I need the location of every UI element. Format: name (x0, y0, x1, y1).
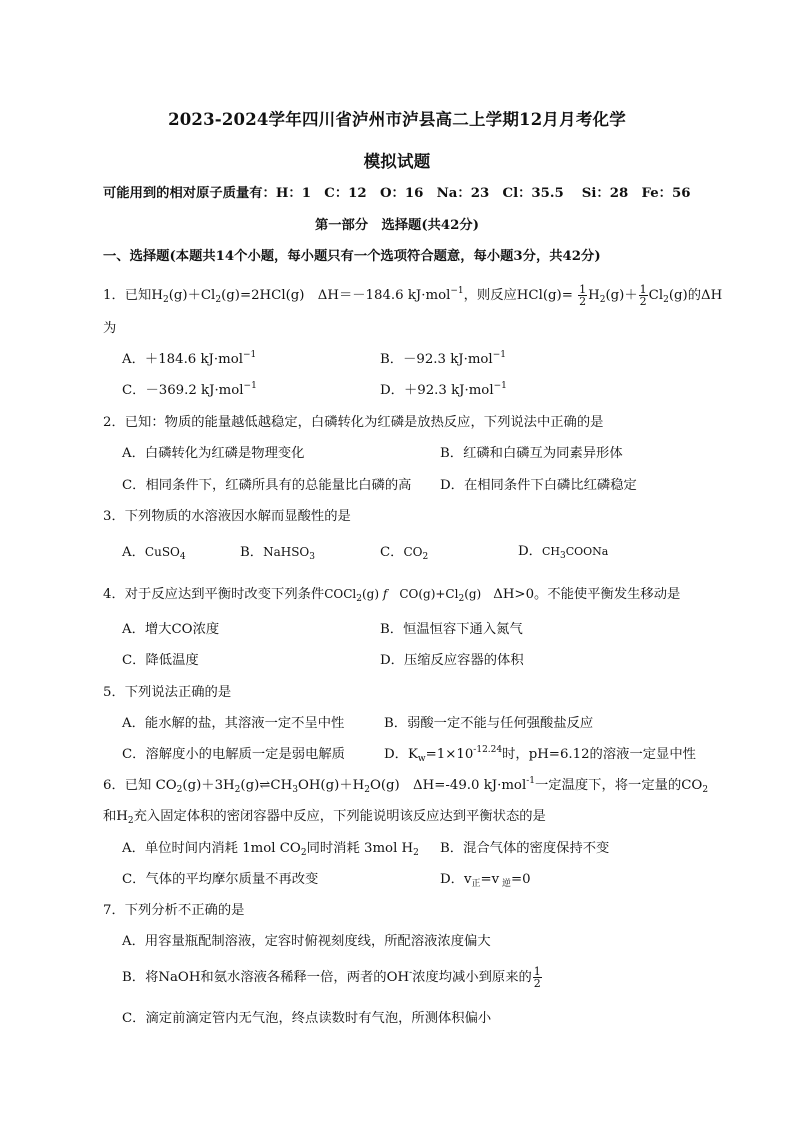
q7-option-b: B．将NaOH和氨水溶液各稀释一倍，两者的OH-浓度均减小到原来的 $\frac{1}{2}$ (122, 965, 541, 990)
q2-option-a: A．白磷转化为红磷是物理变化 (122, 446, 305, 461)
question-5-stem: 5．下列说法正确的是 (103, 685, 232, 700)
exam-title-line1: 2023-2024学年四川省泸州市泸县高二上学期12月月考化学 (168, 110, 626, 129)
q3-option-a: A．CuSO$_4$ (122, 545, 186, 562)
part1-heading: 第一部分 选择题(共42分) (314, 218, 480, 233)
q3-option-b: B．NaHSO$_3$ (240, 545, 315, 562)
fraction-half: $\frac{1}{2}$ (639, 283, 647, 308)
question-6-stem-cont: 和$H_2$充入固定体积的密闭容器中反应，下列能说明该反应达到平衡状态的是 (103, 809, 546, 826)
q1-option-b: B．－92.3 kJ·mol$^{-1}$ (380, 350, 506, 367)
q6-option-b: B．混合气体的密度保持不变 (440, 841, 610, 856)
q1-option-c: C．－369.2 kJ·mol$^{-1}$ (122, 381, 257, 398)
q5-option-d: D．$K_w=1\times 10^{-12.24}$时，pH=6.12的溶液一定显中性 (384, 745, 696, 764)
question-6-stem: 6．已知 $CO_2(g)+3H_2(g)\rightleftharpoons CH_3OH(g)+H_2O(g)$ ΔH=-49.0 kJ·mol$^{-1}$一定温度下，将一定量的$CO_2$ (103, 776, 709, 795)
q2-option-d: D．在相同条件下白磷比红磷稳定 (440, 478, 637, 493)
q1-option-d: D．＋92.3 kJ·mol$^{-1}$ (380, 381, 507, 398)
question-1-stem: 1．已知$H_2(g)+Cl_2(g)=2HCl(g)$ ΔH＝－184.6 kJ·mol$^{-1}$，则反应HCl(g)= $\frac{1}{2}$ $H_2(g)+$ $\frac{1}{2}$ $Cl_2(g)$的ΔH (103, 283, 723, 308)
fraction-half: $\frac{1}{2}$ (533, 965, 541, 990)
q5-option-b: B．弱酸一定不能与任何强酸盐反应 (384, 716, 594, 731)
q4-option-a: A．增大CO浓度 (122, 622, 220, 637)
fraction-half: $\frac{1}{2}$ (579, 283, 587, 308)
question-7-stem: 7．下列分析不正确的是 (103, 903, 245, 918)
q5-option-a: A．能水解的盐，其溶液一定不呈中性 (122, 716, 345, 731)
q2-option-c: C．相同条件下，红磷所具有的总能量比白磷的高 (122, 478, 412, 493)
q7-option-c: C．滴定前滴定管内无气泡，终点读数时有气泡，所测体积偏小 (122, 1011, 492, 1026)
q2-option-b: B．红磷和白磷互为同素异形体 (440, 446, 623, 461)
q7-option-a: A．用容量瓶配制溶液，定容时俯视刻度线，所配溶液浓度偏大 (122, 934, 491, 949)
q5-option-c: C．溶解度小的电解质一定是弱电解质 (122, 747, 345, 762)
q6-option-c: C．气体的平均摩尔质量不再改变 (122, 872, 319, 887)
question-2-stem: 2．已知：物质的能量越低越稳定，白磷转化为红磷是放热反应，下列说法中正确的是 (103, 415, 604, 430)
q3-option-c: C．$CO_2$ (380, 545, 429, 562)
question-4-stem: 4．对于反应达到平衡时改变下列条件COCl$_2$(g) f $CO(g)+Cl_2(g)$ ΔH>0。不能使平衡发生移动是 (103, 587, 681, 604)
q6-option-a: A．单位时间内消耗 1mol $CO_2$同时消耗 3mol $H_2$ (122, 841, 419, 858)
section-heading: 一、选择题(本题共14个小题，每小题只有一个选项符合题意，每小题3分，共42分) (103, 249, 601, 264)
exam-title-line2: 模拟试题 (363, 152, 431, 171)
q3-option-d: D．$CH_3COONa$ (518, 544, 609, 561)
q4-option-d: D．压缩反应容器的体积 (380, 653, 524, 668)
q4-option-c: C．降低温度 (122, 653, 199, 668)
q4-option-b: B．恒温恒容下通入氮气 (380, 622, 523, 637)
question-1-stem-cont: 为 (103, 321, 117, 336)
q6-option-d: D．$v_正=v$ $_逆$=0 (440, 872, 531, 889)
question-3-stem: 3．下列物质的水溶液因水解而显酸性的是 (103, 509, 351, 524)
q1-option-a: A．＋184.6 kJ·mol$^{-1}$ (122, 350, 257, 367)
atomic-masses: 可能用到的相对原子质量有：H：1 C：12 O：16 Na：23 Cl：35.5 Si：28 Fe：56 (103, 186, 691, 201)
